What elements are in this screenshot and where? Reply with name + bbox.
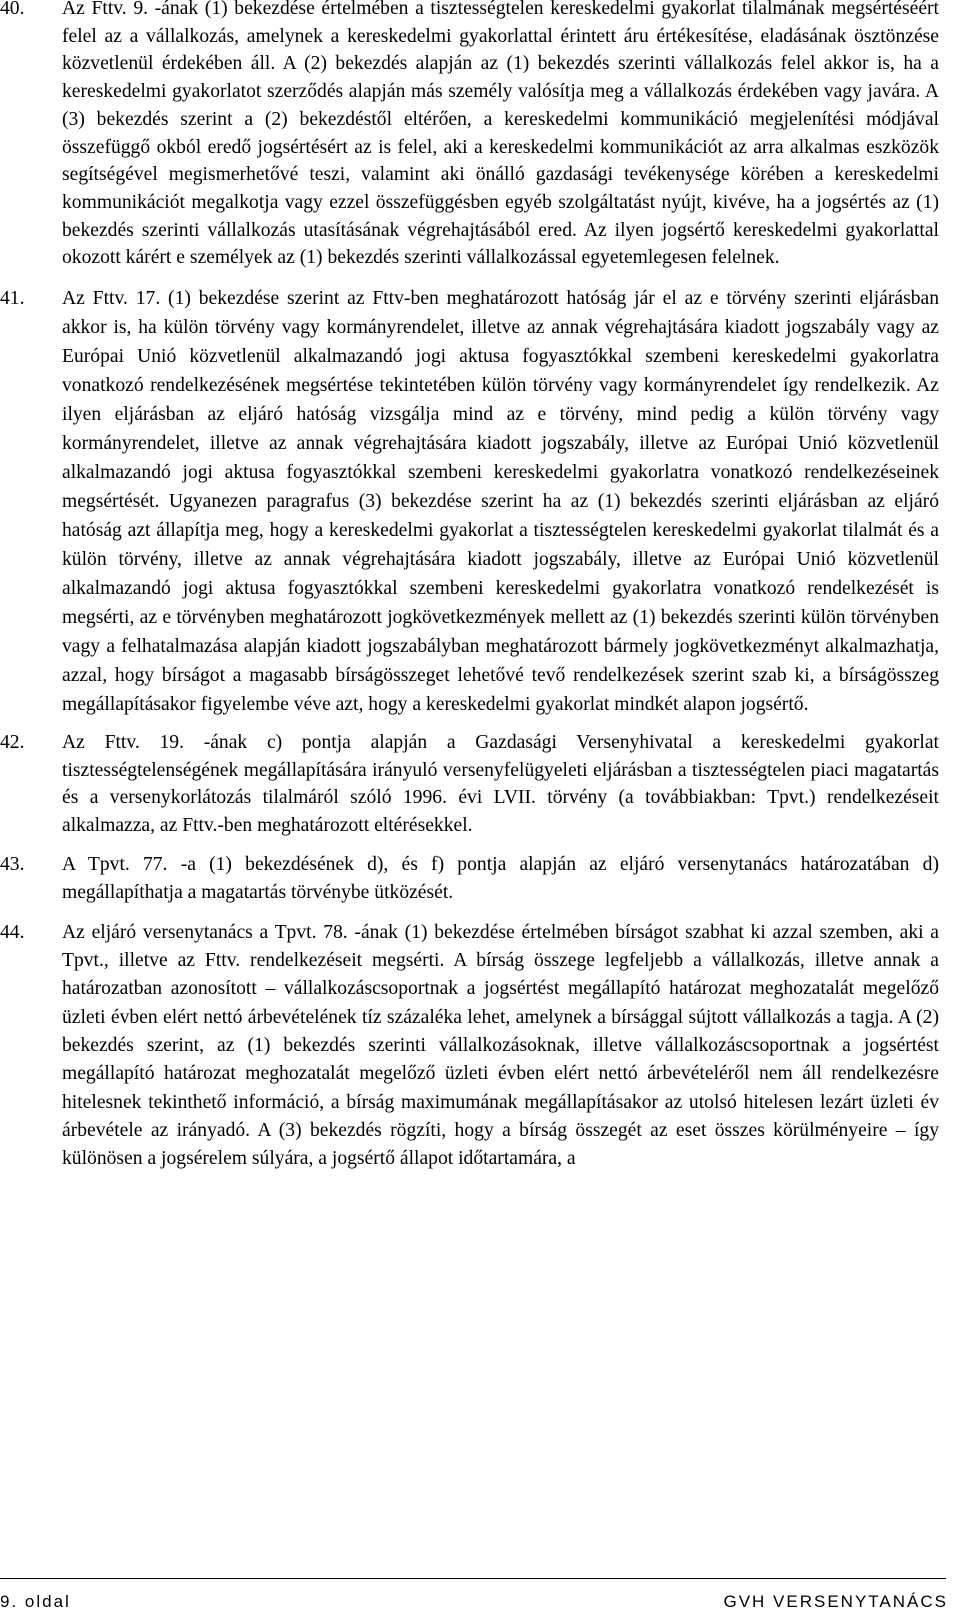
paragraph-text: Az Fttv. 9. -ának (1) bekezdése értelmében a tisztességtelen kereskedelmi gyakorlat tilalmának megsértéséért felel az a vállalkozás, amelynek a kereskedelmi gyakorlattal érintett áru értékesítése, eladásának ösztönzése közvetlenül érdekében áll. A (2) bekezdés alapján az (1) bekezdés szerinti vállalkozás felel akkor is, ha a kereskedelmi gyakorlatot szerződés alapján más személy valósítja meg a vállalkozás érdekében vagy javára. A (3) bekezdés szerint a (2) bekezdéstől eltérően, a kereskedelmi kommunikáció megjelenítési módjával összefüggő okból eredő jogsértésért az is felel, aki a kereskedelmi kommunikációt az arra alkalmas eszközök segítségével megismerhetővé teszi, valamint aki önálló gazdasági tevékenysége körében a kereskedelmi kommunikációt megalkotja vagy ezzel összefüggésben egyéb szolgáltatást nyújt, kivéve, ha a jogsértés az (1) bekezdés szerinti vállalkozás utasításának végrehajtásából ered. Az ilyen jogsértő kereskedelmi gyakorlattal okozott kárért e személyek az (1) bekezdés szerinti vállalkozással egyetemlegesen felelnek. (62, 0, 939, 269)
paragraph-text: Az Fttv. 19. -ának c) pontja alapján a Gazdasági Versenyhivatal a kereskedelmi gyakorlat tisztességtelenségének megállapítására irányuló versenyfelügyeleti eljárásban a tisztességtelen piaci magatartás és a versenykorlátozás tilalmáról szóló 1996. évi LVII. törvény (a továbbiakban: Tpvt.) rendelkezéseit alkalmazza, az Fttv.-ben meghatározott eltérésekkel. (62, 732, 939, 836)
paragraph-42 (0, 729, 960, 839)
page-number: 9. oldal (0, 1592, 71, 1611)
paragraph-41 (0, 284, 960, 719)
paragraph-text: Az Fttv. 17. (1) bekezdése szerint az Fttv-ben meghatározott hatóság jár el az e törvény szerinti eljárásban akkor is, ha külön törvény vagy kormányrendelet, illetve az annak végrehajtására kiadott jogszabály vagy az Európai Unió közvetlenül alkalmazandó jogi aktusa fogyasztókkal szembeni kereskedelmi gyakorlatra vonatkozó rendelkezésének megsértése tekintetében külön törvény vagy kormányrendelet így rendelkezik. Az ilyen eljárásban az eljáró hatóság vizsgálja mind az e törvény, mind pedig a külön törvény vagy kormányrendelet, illetve az annak végrehajtására kiadott jogszabály, illetve az Európai Unió közvetlenül alkalmazandó jogi aktusa fogyasztókkal szembeni kereskedelmi gyakorlatra vonatkozó rendelkezéseinek megsértését. Ugyanezen paragrafus (3) bekezdése szerint ha az (1) bekezdés szerinti eljárásban az eljáró hatóság azt állapítja meg, hogy a kereskedelmi gyakorlat a tisztességtelen kereskedelmi gyakorlat tilalmát és a külön törvény, illetve az annak végrehajtására kiadott jogszabály, illetve az Európai Unió közvetlenül alkalmazandó jogi aktusa fogyasztókkal szembeni kereskedelmi gyakorlatra vonatkozó rendelkezését is megsérti, az e törvényben meghatározott jogkövetkezmények mellett az (1) bekezdés szerinti külön törvényben vagy a felhatalmazása alapján kiadott jogszabályban meghatározott bármely jogkövetkezményt alkalmazhatja, azzal, hogy bírságot a magasabb bírságösszeget lehetővé tevő rendelkezések szerint szab ki, a bírságösszeg megállapításakor figyelembe véve azt, hogy a kereskedelmi gyakorlat mindkét alapon jogsértő. (62, 288, 939, 716)
paragraph-number: 41. (0, 288, 25, 310)
paragraph-40 (0, 0, 960, 272)
paragraph-number: 42. (0, 732, 25, 754)
paragraph-number: 43. (0, 854, 25, 876)
paragraph-text: A Tpvt. 77. -a (1) bekezdésének d), és f) pontja alapján az eljáró versenytanács határozatában d) megállapíthatja a magatartás törvénybe ütközését. (62, 854, 939, 904)
paragraph-text: Az eljáró versenytanács a Tpvt. 78. -ának (1) bekezdése értelmében bírságot szabhat ki azzal szemben, aki a Tpvt., illetve az Fttv. rendelkezéseit megsérti. A bírság összege legfeljebb a vállalkozás, illetve annak a határozatban azonosított – vállalkozáscsoportnak a jogsértést megállapító határozat meghozatalát megelőző üzleti évben elért nettó árbevételének tíz százaléka lehet, amelynek a bírsággal sújtott vállalkozás a tagja. A (2) bekezdés szerint, az (1) bekezdés szerinti vállalkozásoknak, illetve vállalkozáscsoportnak a jogsértést megállapító határozat meghozatalát megelőző üzleti évben elért nettó árbevételéről nem áll rendelkezésre hitelesnek tekinthető információ, a bírság maximumának megállapításakor az utolsó hitelesen lezárt üzleti év árbevétele az irányadó. A (3) bekezdés rögzíti, hogy a bírság összegét az eset összes körülményeire – így különösen a jogsérelem súlyára, a jogsértő állapot időtartamára, a (62, 921, 939, 1170)
footer-divider (0, 1578, 946, 1579)
paragraph-43 (0, 851, 960, 906)
paragraph-number: 40. (0, 0, 25, 19)
paragraph-44 (0, 919, 960, 1174)
footer-organization: GVH VERSENYTANÁCS (723, 1592, 948, 1611)
paragraph-number: 44. (0, 921, 25, 943)
